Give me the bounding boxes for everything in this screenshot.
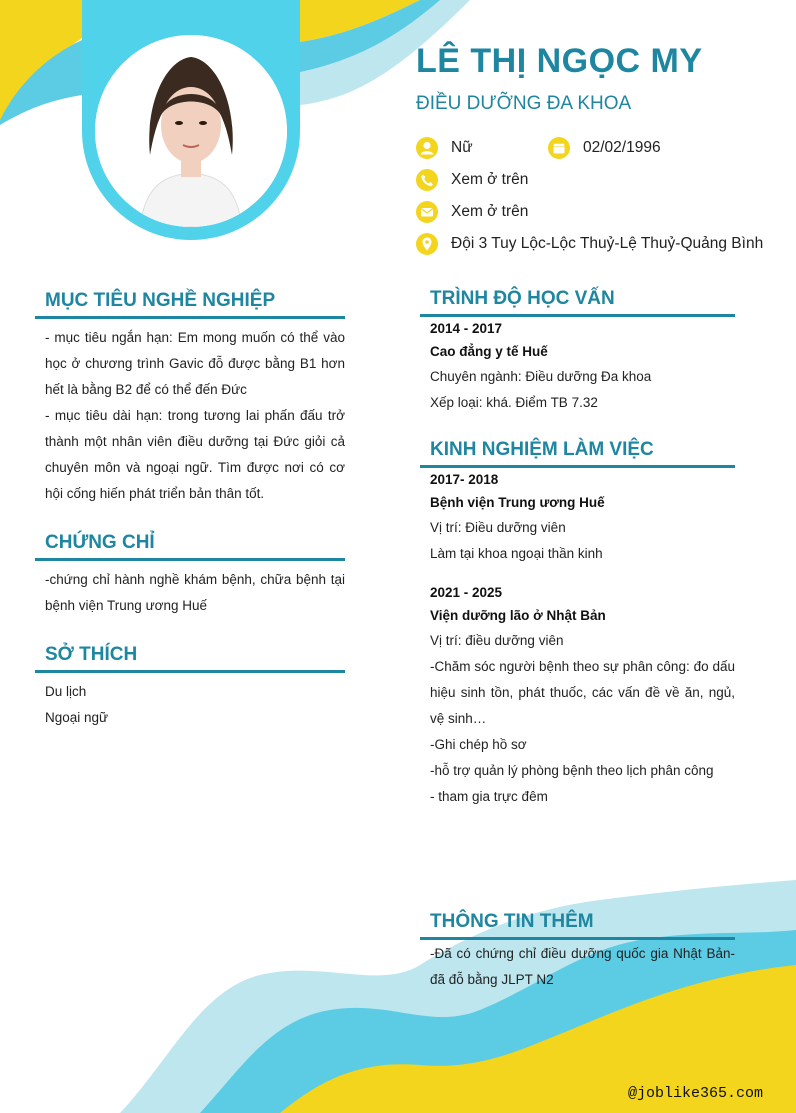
education-detail: Xếp loại: khá. Điểm TB 7.32: [430, 395, 598, 410]
education-school: Cao đẳng y tế Huế: [430, 344, 548, 359]
experience-title: KINH NGHIỆM LÀM VIỆC: [430, 439, 654, 460]
job-period: 2017- 2018: [430, 472, 499, 487]
job-detail: Làm tại khoa ngoại thần kinh: [430, 546, 603, 561]
birthday-value: 02/02/1996: [583, 139, 661, 156]
person-icon: [416, 137, 438, 159]
hobbies-divider: [35, 670, 345, 673]
location-icon: [416, 233, 438, 255]
certificates-title: CHỨNG CHỈ: [45, 532, 155, 553]
experience-divider: [420, 465, 735, 468]
additional-divider: [420, 937, 735, 940]
hobby-item: Ngoại ngữ: [45, 710, 109, 725]
email-value: Xem ở trên: [451, 203, 529, 220]
candidate-name: LÊ THỊ NGỌC MY: [416, 42, 703, 80]
job-detail: Vị trí: Điều dưỡng viên: [430, 520, 566, 535]
job-detail: Vị trí: điều dưỡng viên: [430, 633, 564, 648]
job-detail: -Chăm sóc người bệnh theo sự phân công: đo dấu hiệu sinh tồn, phát thuốc, các vấn đề về ăn, ngủ, vệ sinh…: [430, 659, 735, 726]
education-divider: [420, 314, 735, 317]
objective-text: [45, 325, 345, 507]
education-title: TRÌNH ĐỘ HỌC VẤN: [430, 288, 615, 309]
phone-icon: [416, 169, 438, 191]
job-period: 2021 - 2025: [430, 585, 503, 600]
profile-photo: [95, 35, 287, 227]
candidate-role: ĐIỀU DƯỠNG ĐA KHOA: [416, 93, 632, 114]
objective-short-term: - mục tiêu ngắn hạn: Em mong muốn có thể vào học ở chương trình Gavic đỗ được bằng B1 hơn hết là bằng B2 để có thể đến Đức: [45, 330, 345, 397]
objective-title: MỤC TIÊU NGHỀ NGHIỆP: [45, 290, 276, 311]
additional-text: -Đã có chứng chỉ điều dưỡng quốc gia Nhật Bản- đã đỗ bằng JLPT N2: [430, 946, 735, 987]
watermark: @joblike365.com: [628, 1085, 764, 1102]
certificates-divider: [35, 558, 345, 561]
education-period: 2014 - 2017: [430, 321, 503, 336]
hobbies-title: SỞ THÍCH: [45, 644, 138, 665]
calendar-icon: [548, 137, 570, 159]
mail-icon: [416, 201, 438, 223]
job-detail: - tham gia trực đêm: [430, 789, 548, 804]
gender-value: Nữ: [451, 139, 473, 156]
job-detail: -hỗ trợ quản lý phòng bệnh theo lịch phân công: [430, 763, 714, 778]
education-detail: Chuyên ngành: Điều dưỡng Đa khoa: [430, 369, 652, 384]
job-org: Viện dưỡng lão ở Nhật Bản: [430, 608, 606, 623]
objective-long-term: - mục tiêu dài hạn: trong tương lai phấn đấu trở thành một nhân viên điều dưỡng tại Đức giỏi cả chuyên môn và ngoại ngữ. Tìm được nơi có cơ hội cống hiến phát triển bản thân tốt.: [45, 408, 345, 501]
phone-value: Xem ở trên: [451, 171, 529, 188]
job-detail: -Ghi chép hồ sơ: [430, 737, 527, 752]
address-value: Đội 3 Tuy Lộc-Lộc Thuỷ-Lệ Thuỷ-Quảng Bình: [451, 235, 764, 252]
additional-title: THÔNG TIN THÊM: [430, 911, 594, 932]
objective-divider: [35, 316, 345, 319]
hobby-item: Du lịch: [45, 684, 87, 699]
job-org: Bệnh viện Trung ương Huế: [430, 495, 605, 510]
certificates-text: -chứng chỉ hành nghề khám bệnh, chữa bệnh tại bệnh viện Trung ương Huế: [45, 572, 345, 613]
